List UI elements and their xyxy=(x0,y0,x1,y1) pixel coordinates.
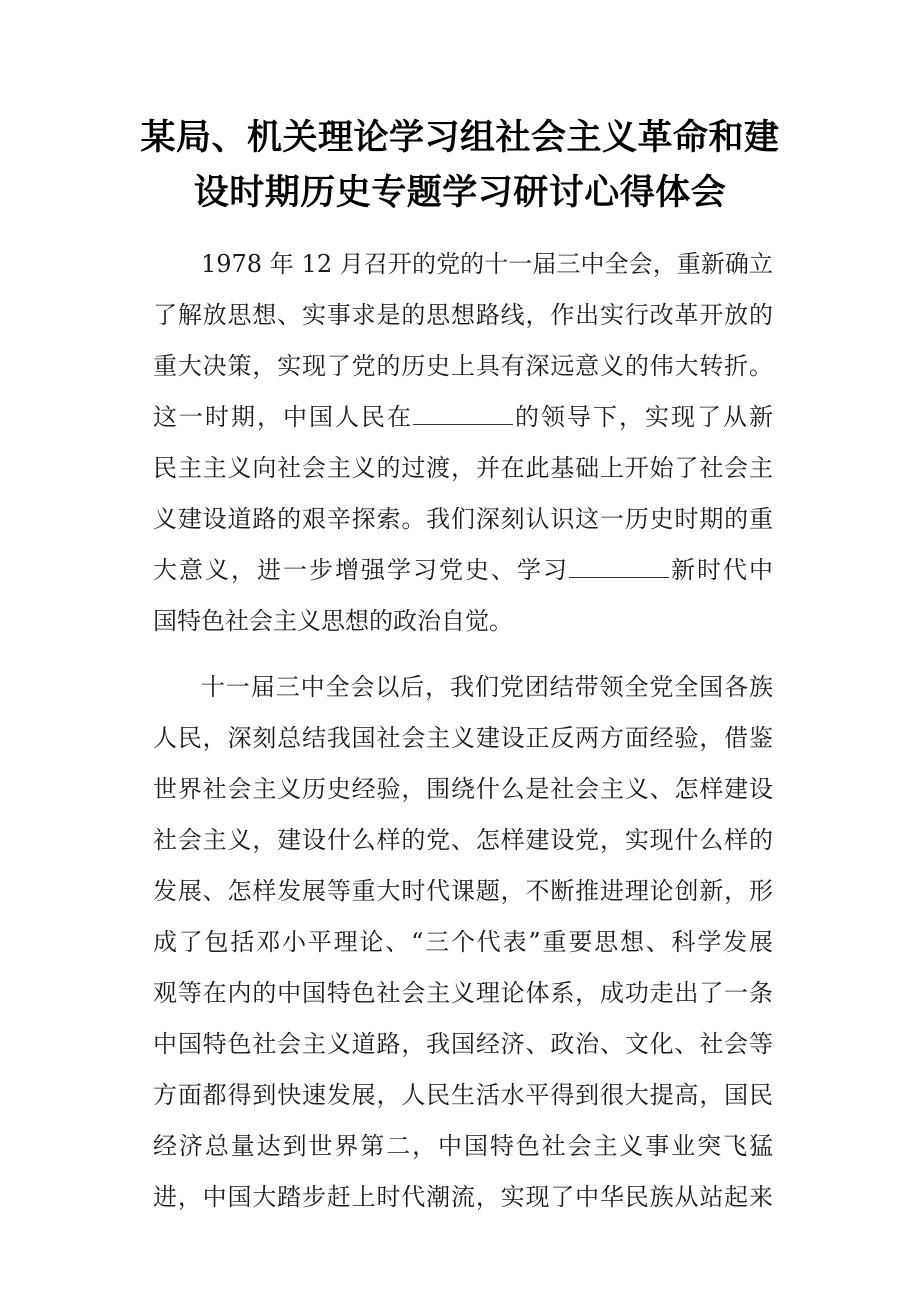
paragraph-1-line-with-blank xyxy=(153,545,773,596)
paragraph-2-line: 社会主义，建设什么样的党、怎样建设党，实现什么样的 xyxy=(153,826,773,854)
paragraph-1 xyxy=(153,239,773,647)
paragraph-2-line: 十一届三中全会以后，我们党团结带领全党全国各族 xyxy=(201,673,773,701)
paragraph-2 xyxy=(153,662,773,1223)
paragraph-2-line: 进，中国大踏步赶上时代潮流，实现了中华民族从站起来 xyxy=(153,1183,773,1211)
paragraph-1-line-with-blank xyxy=(153,392,773,443)
paragraph-1-line: 义建设道路的艰辛探索。我们深刻认识这一历史时期的重 xyxy=(153,505,773,533)
paragraph-2-line: 世界社会主义历史经验，围绕什么是社会主义、怎样建设 xyxy=(153,775,773,803)
fill-in-blank xyxy=(413,404,513,425)
paragraph-2-line: 经济总量达到世界第二，中国特色社会主义事业突飞猛 xyxy=(153,1132,773,1160)
paragraph-1-line: 重大决策，实现了党的历史上具有深远意义的伟大转折。 xyxy=(153,352,773,380)
paragraph-2-line: 成了包括邓小平理论、“三个代表”重要思想、科学发展 xyxy=(153,928,773,956)
paragraph-2-line: 人民，深刻总结我国社会主义建设正反两方面经验，借鉴 xyxy=(153,724,773,752)
line-text-before-blank: 大意义，进一步增强学习党史、学习 xyxy=(153,556,569,584)
paragraph-1-line: 民主主义向社会主义的过渡，并在此基础上开始了社会主 xyxy=(153,454,773,482)
line-text-after-blank: 新时代中 xyxy=(669,556,773,584)
title-line-1: 某局、机关理论学习组社会主义革命和建 xyxy=(140,118,780,158)
line-text-before-blank: 这一时期，中国人民在 xyxy=(153,403,413,431)
fill-in-blank xyxy=(569,557,669,578)
paragraph-2-line: 发展、怎样发展等重大时代课题，不断推进理论创新，形 xyxy=(153,877,773,905)
paragraph-1-line: 国特色社会主义思想的政治自觉。 xyxy=(153,607,513,635)
line-text-after-blank: 的领导下，实现了从新 xyxy=(513,403,773,431)
paragraph-2-line: 方面都得到快速发展，人民生活水平得到很大提高，国民 xyxy=(153,1081,773,1109)
paragraph-1-line: 1978 年 12 月召开的党的十一届三中全会，重新确立 xyxy=(201,250,773,278)
paragraph-2-line: 中国特色社会主义道路，我国经济、政治、文化、社会等 xyxy=(153,1030,773,1058)
document-title xyxy=(140,111,780,221)
title-line-2: 设时期历史专题学习研讨心得体会 xyxy=(193,173,727,213)
paragraph-2-line: 观等在内的中国特色社会主义理论体系，成功走出了一条 xyxy=(153,979,773,1007)
paragraph-1-line: 了解放思想、实事求是的思想路线，作出实行改革开放的 xyxy=(153,301,773,329)
